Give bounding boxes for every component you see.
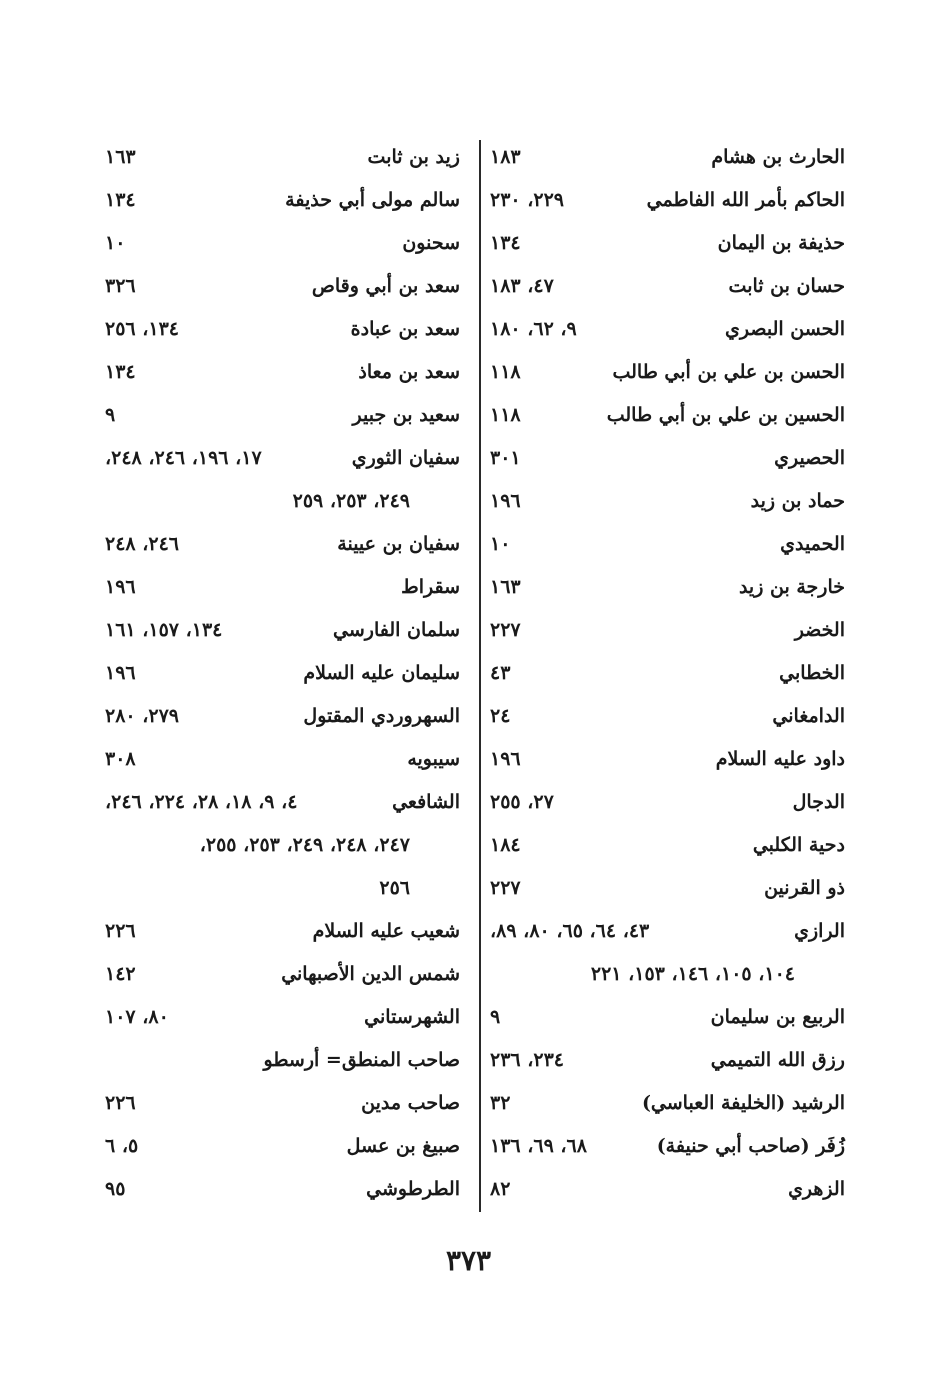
entry-pages: ١٣٤ — [105, 361, 136, 383]
entry-pages: ٣٠٨ — [105, 748, 136, 770]
index-entry — [485, 351, 855, 394]
entry-pages: ٢٢٦ — [105, 920, 136, 942]
entry-pages: ٩، ٦٢، ١٨٠ — [490, 318, 577, 340]
entry-name: سعد بن أبي وقاص — [311, 275, 460, 297]
entry-name: حماد بن زيد — [750, 490, 845, 512]
entry-name: الرشيد (الخليفة العباسي) — [641, 1092, 845, 1114]
entry-pages: ٢٤٧، ٢٤٨، ٢٤٩، ٢٥٣، ٢٥٥، — [199, 834, 410, 856]
entry-pages: ٢٢٧ — [490, 619, 521, 641]
entry-pages: ٢٤٩، ٢٥٣، ٢٥٩ — [292, 490, 410, 512]
entry-name: خارجة بن زيد — [738, 576, 845, 598]
entry-pages: ٢٣٤، ٢٣٦ — [490, 1049, 564, 1071]
index-entry — [485, 265, 855, 308]
entry-pages: ٤٣، ٦٤، ٦٥، ٨٠، ٨٩، — [490, 920, 650, 942]
index-entry — [100, 781, 470, 824]
entry-name: الزهري — [788, 1178, 845, 1200]
index-entry — [100, 566, 470, 609]
entry-pages: ١٩٦ — [490, 490, 521, 512]
entry-name: الشهرستاني — [364, 1006, 460, 1028]
index-entry — [485, 566, 855, 609]
entry-name: صبيغ بن عسل — [346, 1135, 460, 1157]
entry-pages: ٢٤ — [490, 705, 511, 727]
entry-name: الرازي — [794, 920, 845, 942]
entry-name: السهروردي المقتول — [303, 705, 460, 727]
index-entry — [100, 1168, 470, 1211]
entry-pages: ٢٢٩، ٢٣٠ — [490, 189, 564, 211]
entry-name: صاحب المنطق= أرسطو — [263, 1049, 460, 1071]
entry-name: شعيب عليه السلام — [312, 920, 460, 942]
index-entry — [100, 910, 470, 953]
entry-pages: ١٦٣ — [105, 146, 136, 168]
entry-name: زيد بن ثابت — [367, 146, 460, 168]
entry-pages: ٤، ٩، ١٨، ٢٨، ٢٢٤، ٢٤٦، — [105, 791, 298, 813]
index-entry — [485, 652, 855, 695]
entry-pages: ٨٠، ١٠٧ — [105, 1006, 169, 1028]
index-entry-continuation — [100, 480, 470, 523]
index-entry — [485, 824, 855, 867]
index-entry-continuation — [485, 953, 855, 996]
entry-name: سفيان الثوري — [351, 447, 460, 469]
entry-pages: ١١٨ — [490, 361, 521, 383]
page-number: ٣٧٣ — [445, 1244, 492, 1277]
entry-pages: ٩ — [490, 1006, 501, 1028]
entry-name: سليمان عليه السلام — [303, 662, 460, 684]
index-entry — [100, 179, 470, 222]
entry-pages: ٩٥ — [105, 1178, 126, 1200]
entry-name: حسان بن ثابت — [728, 275, 845, 297]
entry-name: الشافعي — [392, 791, 460, 813]
entry-name: سفيان بن عيينة — [337, 533, 460, 555]
index-entry — [485, 609, 855, 652]
index-entry — [485, 1039, 855, 1082]
entry-pages: ١٨٤ — [490, 834, 521, 856]
entry-name: سحنون — [402, 232, 460, 254]
entry-pages: ١١٨ — [490, 404, 521, 426]
entry-pages: ١٦٣ — [490, 576, 521, 598]
index-entry — [485, 996, 855, 1039]
entry-pages: ٢٧، ٢٥٥ — [490, 791, 554, 813]
entry-pages: ١٩٦ — [490, 748, 521, 770]
entry-pages: ٥، ٦ — [105, 1135, 139, 1157]
entry-pages: ٦٨، ٦٩، ١٣٦ — [490, 1135, 587, 1157]
entry-pages: ١٣٤ — [490, 232, 521, 254]
entry-pages: ١٨٣ — [490, 146, 521, 168]
index-entry — [100, 996, 470, 1039]
index-entry — [100, 308, 470, 351]
entry-name: الحسين بن علي بن أبي طالب — [606, 404, 845, 426]
entry-pages: ٣٠١ — [490, 447, 521, 469]
entry-pages: ٢٤٦، ٢٤٨ — [105, 533, 179, 555]
entry-name: الحارث بن هشام — [711, 146, 845, 168]
entry-name: الطرطوشي — [366, 1178, 460, 1200]
entry-name: سعد بن معاذ — [358, 361, 460, 383]
entry-name: الحميدي — [780, 533, 845, 555]
entry-name: الخضر — [794, 619, 845, 641]
index-entry — [485, 222, 855, 265]
entry-name: سعيد بن جبير — [352, 404, 460, 426]
entry-pages: ٤٣ — [490, 662, 511, 684]
entry-name: الحاكم بأمر الله الفاطمي — [646, 189, 845, 211]
entry-name: سقراط — [401, 576, 460, 598]
entry-pages: ١٠٤، ١٠٥، ١٤٦، ١٥٣، ٢٢١ — [590, 963, 795, 985]
index-entry — [100, 351, 470, 394]
index-entry — [100, 437, 470, 480]
entry-pages: ١٩٦ — [105, 662, 136, 684]
index-entry — [100, 1082, 470, 1125]
entry-name: دحية الكلبي — [752, 834, 845, 856]
index-entry — [100, 1039, 470, 1082]
entry-name: سلمان الفارسي — [333, 619, 460, 641]
entry-pages: ١٧، ١٩٦، ٢٤٦، ٢٤٨، — [105, 447, 262, 469]
index-entry — [485, 394, 855, 437]
entry-name: الحسن البصري — [725, 318, 845, 340]
index-entry — [100, 695, 470, 738]
entry-name: سالم مولى أبي حذيفة — [285, 189, 460, 211]
entry-pages: ٢٧٩، ٢٨٠ — [105, 705, 179, 727]
index-entry — [485, 480, 855, 523]
index-entry — [100, 394, 470, 437]
index-entry — [100, 136, 470, 179]
index-entry — [485, 437, 855, 480]
entry-name: حذيفة بن اليمان — [717, 232, 845, 254]
entry-pages: ١٩٦ — [105, 576, 136, 598]
entry-pages: ٢٢٧ — [490, 877, 521, 899]
entry-name: رزق الله التميمي — [710, 1049, 845, 1071]
index-entry — [485, 867, 855, 910]
index-entry — [100, 609, 470, 652]
entry-pages: ٤٧، ١٨٣ — [490, 275, 554, 297]
index-column-right — [485, 136, 855, 1211]
entry-pages: ٣٢ — [490, 1092, 511, 1114]
index-entry — [485, 910, 855, 953]
entry-pages: ٣٢٦ — [105, 275, 136, 297]
entry-name: الخطابي — [779, 662, 845, 684]
index-entry — [100, 652, 470, 695]
entry-pages: ٩ — [105, 404, 116, 426]
index-entry — [485, 523, 855, 566]
entry-name: زُفَر (صاحب أبي حنيفة) — [656, 1135, 845, 1157]
index-entry — [100, 738, 470, 781]
index-entry — [485, 308, 855, 351]
index-entry-continuation — [100, 824, 470, 867]
index-entry-continuation — [100, 867, 470, 910]
entry-name: الحصيري — [774, 447, 845, 469]
entry-name: سيبويه — [407, 748, 460, 770]
entry-pages: ١٠ — [490, 533, 511, 555]
entry-pages: ٨٢ — [490, 1178, 511, 1200]
entry-name: الدامغاني — [772, 705, 845, 727]
index-entry — [485, 136, 855, 179]
index-entry — [485, 738, 855, 781]
entry-name: ذو القرنين — [764, 877, 845, 899]
index-entry — [485, 179, 855, 222]
index-entry — [100, 523, 470, 566]
index-column-left — [100, 136, 470, 1211]
entry-name: داود عليه السلام — [715, 748, 845, 770]
entry-pages: ١٤٢ — [105, 963, 136, 985]
index-entry — [485, 1125, 855, 1168]
entry-name: شمس الدين الأصبهاني — [281, 963, 460, 985]
index-entry — [485, 1082, 855, 1125]
entry-pages: ٢٥٦ — [379, 877, 410, 899]
entry-name: الحسن بن علي بن أبي طالب — [612, 361, 845, 383]
entry-pages: ١٣٤، ٢٥٦ — [105, 318, 179, 340]
entry-pages: ٢٢٦ — [105, 1092, 136, 1114]
entry-name: الدجال — [792, 791, 845, 813]
entry-name: صاحب مدين — [361, 1092, 460, 1114]
index-entry — [100, 953, 470, 996]
index-entry — [100, 222, 470, 265]
entry-pages: ١٣٤، ١٥٧، ١٦١ — [105, 619, 223, 641]
index-entry — [485, 781, 855, 824]
entry-name: الربيع بن سليمان — [710, 1006, 845, 1028]
index-entry — [485, 1168, 855, 1211]
column-divider — [479, 140, 481, 1212]
index-entry — [485, 695, 855, 738]
index-entry — [100, 1125, 470, 1168]
entry-name: سعد بن عبادة — [350, 318, 460, 340]
entry-pages: ١٠ — [105, 232, 126, 254]
index-entry — [100, 265, 470, 308]
entry-pages: ١٣٤ — [105, 189, 136, 211]
